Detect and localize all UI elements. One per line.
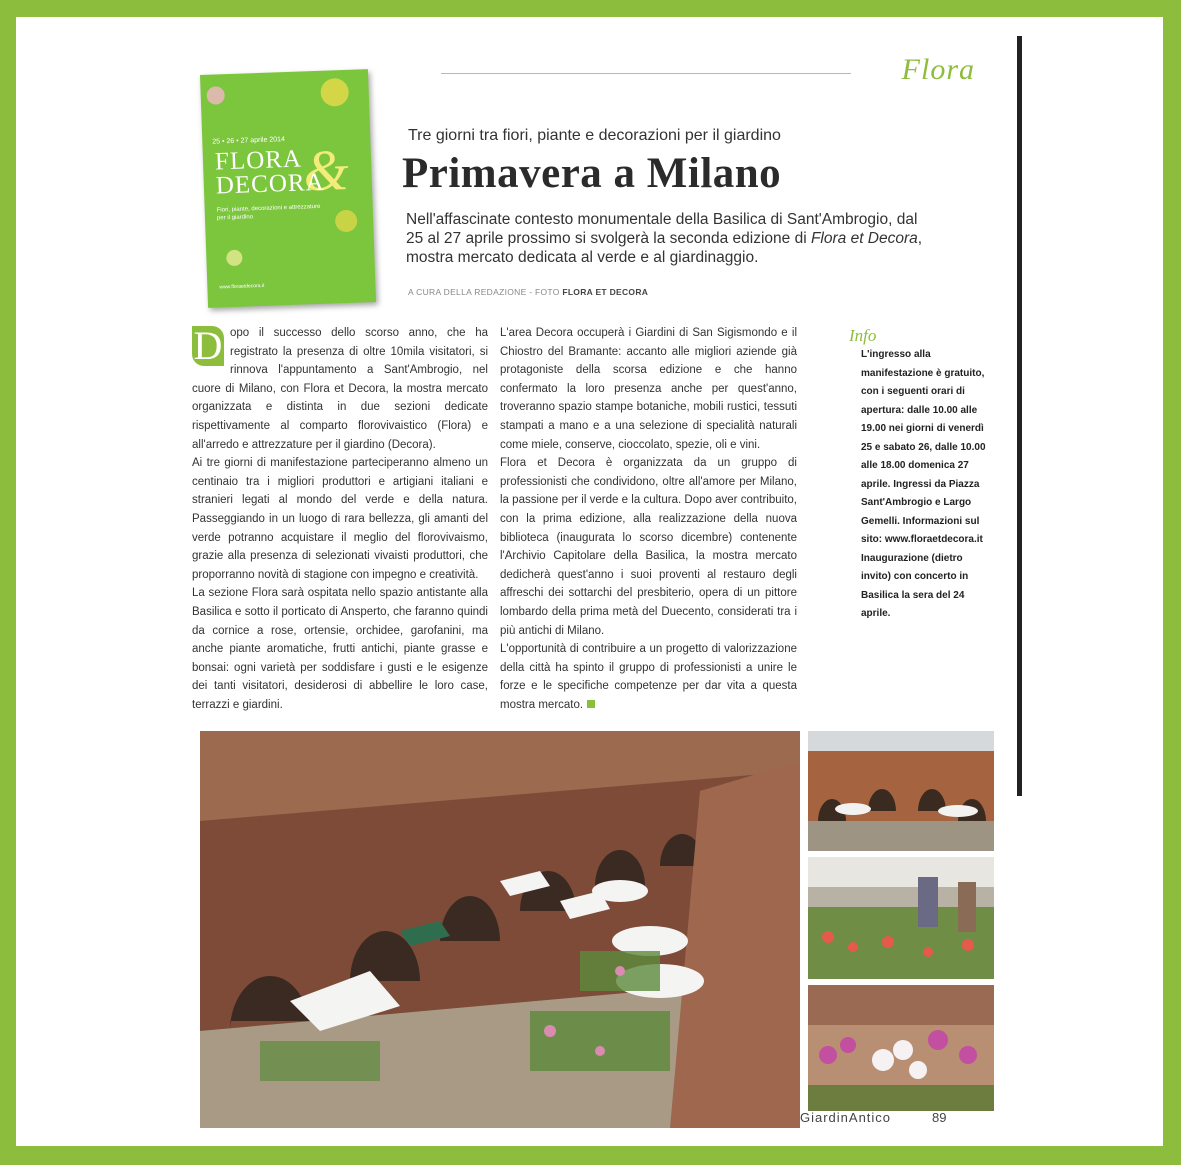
article-lead bbox=[406, 210, 926, 267]
poster-title bbox=[215, 147, 325, 199]
magazine-page bbox=[16, 17, 1163, 1146]
flower-stall-photo bbox=[808, 857, 994, 979]
lead-text-end: , mostra mercato dedicata al verde e al giardinaggio. bbox=[406, 230, 923, 266]
credit-prefix: A CURA DELLA REDAZIONE - FOTO bbox=[408, 287, 563, 297]
cloister-market-photo bbox=[200, 731, 800, 1128]
section-label: Flora bbox=[901, 53, 975, 86]
poster-title-line2: DECORA bbox=[215, 168, 326, 200]
credit-name: FLORA ET DECORA bbox=[562, 287, 649, 297]
poster-date: 25 • 26 • 27 aprile 2014 bbox=[212, 136, 286, 146]
article-credit bbox=[408, 287, 648, 297]
flower-decoration bbox=[335, 210, 358, 233]
drop-cap: D bbox=[193, 323, 223, 368]
paragraph: La sezione Flora sarà ospitata nello spazio antistante alla Basilica e sotto il porticato di Ansperto, che faranno quindi da cornice a rose, ortensie, orchidee, garofanini, ma anche piante aromatiche, frutti antichi, piante grasse e bonsai: ogni varietà per soddisfare i gusti e le esigenze dei tanti visitatori, desiderosi di abbellire le loro case, terrazzi e giardini. bbox=[192, 587, 488, 711]
poster-ampersand: & bbox=[302, 136, 350, 204]
basilica-courtyard-photo bbox=[808, 731, 994, 851]
orchids-illustration bbox=[808, 985, 994, 1111]
basilica-courtyard-illustration bbox=[808, 731, 994, 851]
page-number: 89 bbox=[932, 1110, 947, 1125]
flower-decoration bbox=[206, 86, 225, 105]
info-box-title: Info bbox=[849, 326, 877, 345]
publication-name: GiardinAntico bbox=[800, 1110, 892, 1125]
orchids-photo bbox=[808, 985, 994, 1111]
event-poster bbox=[200, 69, 376, 308]
paragraph: L'opportunità di contribuire a un progetto di valorizzazione della città ha spinto il gruppo di professionisti a unire le forze e le specifiche competenze per dar vita a questa mostra mercato. bbox=[500, 643, 797, 711]
article-column-2 bbox=[500, 324, 797, 714]
flower-decoration bbox=[226, 250, 243, 267]
cloister-market-illustration bbox=[200, 731, 800, 1128]
paragraph: L'area Decora occuperà i Giardini di San Sigismondo e il Chiostro del Bramante: accanto alle migliori aziende già protagoniste della scorsa edizione e che hanno confermato la loro presenza anche per quest'anno, troveranno spazio stampe botaniche, mobili rustici, tessuti stampati a mano e a una selezione di specialità naturali come miele, conserve, cioccolato, spezie, oli e vini. bbox=[500, 327, 797, 451]
flower-decoration bbox=[320, 78, 349, 107]
section-divider bbox=[441, 73, 851, 74]
poster-subtitle: Fiori, piante, decorazioni e attrezzature per il giardino bbox=[216, 203, 321, 222]
poster-footer: www.floraetdecora.it bbox=[219, 282, 265, 291]
lead-emphasis: Flora et Decora bbox=[810, 230, 918, 247]
article-headline: Primavera a Milano bbox=[402, 150, 782, 197]
end-mark-icon bbox=[587, 700, 595, 708]
paragraph: Ai tre giorni di manifestazione parteciperanno almeno un centinaio tra i migliori produttori e artigiani italiani e stranieri legati al mondo del verde e della natura. Passeggiando in un luogo di rara bellezza, gli amanti del verde potranno acquistare il meglio del florovivaismo, grazie alla presenza di selezionati vivaisti produttori, che proporranno novità di stagione con impegno e creatività. bbox=[192, 457, 488, 581]
lead-text: Nell'affascinate contesto monumentale della Basilica di Sant'Ambrogio, dal 25 al 27 aprile prossimo si svolgerà la seconda edizione di bbox=[406, 211, 918, 247]
page-edge-rule bbox=[1017, 36, 1022, 796]
paragraph: opo il successo dello scorso anno, che ha registrato la presenza di oltre 10mila visitatori, si rinnova l'appuntamento a Sant'Ambrogio, nel cuore di Milano, con Flora et Decora, la mostra mercato organizzata e distinta in due sezioni dedicate rispettivamente al comparto florovivaistico (Flora) e all'arredo e attrezzature per il giardino (Decora). bbox=[192, 327, 488, 451]
paragraph: Flora et Decora è organizzata da un gruppo di professionisti che condividono, oltre all'amore per Milano, la passione per il verde e la cultura. Dopo aver contribuito, con la prima edizione, alla realizzazione della nuova biblioteca (inaugurata lo scorso dicembre) contenente l'Archivio Capitolare della Basilica, la mostra mercato dedicherà quest'anno i suoi proventi al restauro degli affreschi dei sottarchi del presbiterio, opera di un pittore lombardo della prima metà del Duecento, considerati tra i più antichi di Milano. bbox=[500, 457, 797, 637]
flower-stall-illustration bbox=[808, 857, 994, 979]
article-column-1 bbox=[192, 324, 488, 714]
article-kicker: Tre giorni tra fiori, piante e decorazioni per il giardino bbox=[408, 127, 781, 144]
poster-title-line1: FLORA bbox=[214, 145, 303, 176]
info-box-body: L'ingresso alla manifestazione è gratuito, con i seguenti orari di apertura: dalle 10.00 alle 19.00 nei giorni di venerdì 25 e sabato 26, dalle 10.00 alle 18.00 domenica 27 aprile. Ingressi da Piazza Sant'Ambrogio e Largo Gemelli. Informazioni sul sito: www.floraetdecora.it Inaugurazione (dietro invito) con concerto in Basilica la sera del 24 aprile. bbox=[861, 349, 986, 619]
